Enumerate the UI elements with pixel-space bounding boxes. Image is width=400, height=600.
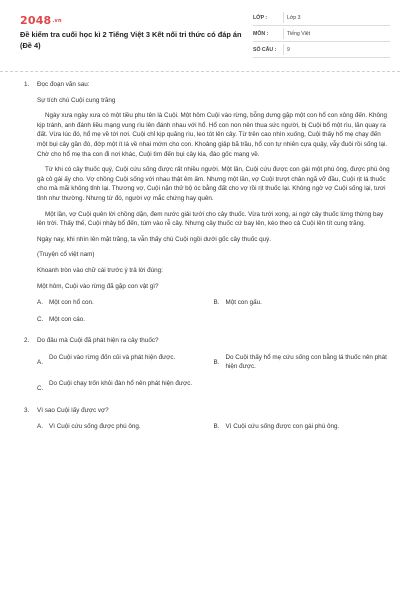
meta-value: Tiếng Việt (287, 30, 311, 37)
meta-value: Lớp 3 (287, 14, 301, 21)
story-paragraph: Ngày nay, khi nhìn lên mặt trăng, ta vẫn thấy chú Cuội ngồi dưới gốc cây thuốc quý. (37, 235, 271, 243)
option-a[interactable] (37, 353, 214, 372)
option-letter: B. (213, 358, 220, 366)
page-title: Đề kiểm tra cuối học kì 2 Tiếng Việt 3 Kết nối tri thức có đáp án (Đề 4) (20, 30, 242, 50)
option-text: Do Cuội vào rừng đốn củi và phát hiện được. (49, 353, 176, 361)
option-a[interactable] (37, 298, 214, 308)
option-letter: C. (37, 385, 44, 393)
options-row (37, 298, 390, 308)
question-body (24, 353, 390, 394)
option-letter: B. (213, 423, 220, 431)
subquestion: Một hôm, Cuội vào rừng đã gặp con vật gì? (37, 282, 159, 290)
instruction: Khoanh tròn vào chữ cái trước ý trả lời đúng: (37, 266, 163, 274)
option-b[interactable] (214, 422, 391, 432)
header-divider (0, 71, 400, 72)
meta-value: 9 (287, 46, 290, 53)
question-prompt: Vì sao Cuội lấy được vợ? (37, 406, 109, 414)
options-row (37, 422, 390, 432)
option-text: Vì Cuội cứu sống được phú ông. (49, 423, 141, 431)
option-text: Một con gấu. (225, 299, 262, 307)
question-1 (24, 80, 390, 324)
logo-suffix: .vn (52, 18, 62, 24)
story-paragraph: Từ khi có cây thuốc quý, Cuội cứu sống được rất nhiều người. Một lần, Cuội cứu được con gái một phú ông, được phú ông gả cô gái ấy cho. Vợ chồng Cuội sống với nhau thật êm ấm. Nhưng một lần, vợ Cuội trượt chân ngã vỡ đầu, Cuội rịt lá thuốc cho mà mãi không tỉnh lại. Thương vợ, Cuội nặn thử bộ óc bằng đất cho vợ rồi rịt thuốc lại. Không ngờ vợ Cuội sống lại, tươi tỉnh như thường. Nhưng từ đó, người vợ mắc chứng hay quên. (37, 166, 390, 202)
meta-row-count (253, 42, 390, 58)
option-text: Vì Cuội cứu sống được con gái phú ông. (225, 423, 340, 431)
exam-content (24, 80, 390, 432)
option-letter: A. (37, 423, 43, 431)
option-text: Một con hổ con. (49, 299, 94, 307)
option-text: Do Cuội thấy hổ mẹ cứu sống con bằng lá thuốc nên phát hiện được. (225, 353, 387, 371)
meta-row-class (253, 10, 390, 26)
question-2 (24, 336, 390, 393)
question-number: 1. (24, 81, 30, 88)
site-logo[interactable] (20, 14, 62, 27)
option-a[interactable] (37, 422, 214, 432)
question-number: 3. (24, 406, 30, 414)
question-body (24, 422, 390, 432)
option-text: Do Cuội chạy trốn khỏi đàn hổ nên phát hiện được. (49, 380, 193, 388)
option-b[interactable] (214, 353, 391, 372)
option-letter: A. (37, 358, 43, 366)
option-letter: A. (37, 299, 43, 307)
option-c[interactable] (37, 379, 214, 394)
options-row (37, 353, 390, 372)
question-header (24, 336, 390, 346)
story-title: Sự tích chú Cuội cung trăng (37, 96, 116, 104)
logo-main: 2048 (20, 14, 52, 27)
option-text: Một con cáo. (49, 315, 86, 323)
option-c[interactable] (37, 315, 214, 325)
meta-label: SỐ CÂU : (253, 46, 277, 53)
story-source: (Truyện cổ việt nam) (37, 251, 95, 259)
story-paragraph: Một lần, vợ Cuội quên lời chồng dặn, đem nước giải tưới cho cây thuốc. Vừa tưới xong, ai ngờ cây thuốc lừng thừng bay lên trời. Thấy thế, Cuội nhảy bổ đến, túm vào rễ cây. Nhưng cây thuốc cứ bay lên, kéo theo cả Cuội lên tít cung trăng. (37, 210, 384, 228)
story-paragraph: Ngày xưa ngày xưa có một tiều phu tên là Cuội. Một hôm Cuội vào rừng, bỗng dưng gặp một con hổ con xông đến. Không kịp tránh, anh đánh liều mạng vung rìu lên đánh nhau với hổ. Hổ con non nên thua sức người, bị Cuội bổ một rìu, lăn quay ra đất. Vừa lúc đó, hổ mẹ về tới nơi. Cuội chỉ kịp quăng rìu, leo tót lên cây. Từ trên cao nhìn xuống, Cuội thấy hổ mẹ chạy đến một bụi cây gần đó, đớp một ít lá về nhai mớm cho con. Khoảng giập bã trầu, hổ con tự nhiên cựa quậy, vẫy đuôi rồi sống lại. Chờ cho hổ mẹ tha con đi nơi khác, Cuội tìm đến bụi cây kia, đào gốc mang về. (37, 112, 388, 158)
question-3 (24, 406, 390, 432)
meta-row-subject (253, 26, 390, 42)
question-header (24, 406, 390, 416)
page-header (20, 10, 390, 68)
question-prompt: Đọc đoạn văn sau: (37, 81, 90, 88)
question-header (24, 80, 390, 90)
question-body (24, 96, 390, 325)
question-prompt: Do đâu mà Cuội đã phát hiện ra cây thuốc? (37, 337, 159, 345)
meta-label: LỚP : (253, 14, 268, 21)
meta-label: MÔN : (253, 30, 269, 37)
question-number: 2. (24, 337, 30, 345)
option-letter: C. (37, 315, 44, 323)
option-letter: B. (213, 299, 220, 307)
exam-meta-table (253, 10, 390, 58)
option-b[interactable] (214, 298, 391, 308)
